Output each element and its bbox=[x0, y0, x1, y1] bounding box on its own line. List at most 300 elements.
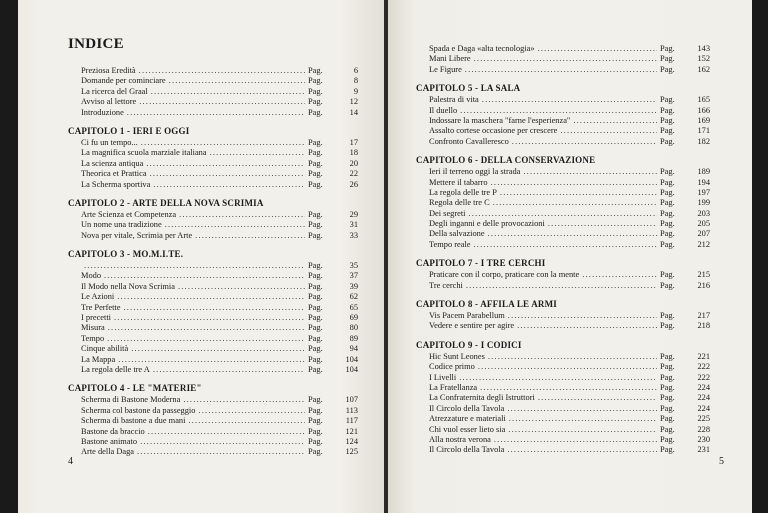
toc-entry-page-number: 18 bbox=[349, 148, 358, 158]
right-page bbox=[388, 0, 752, 513]
toc-entry-title: Confronto Cavalleresco bbox=[429, 136, 509, 146]
dot-leader bbox=[183, 395, 305, 405]
toc-entry-title: Bastone animato bbox=[81, 436, 138, 446]
toc-entry-title: Un nome una tradizione bbox=[81, 220, 162, 230]
dot-leader bbox=[474, 54, 657, 64]
chapter-heading: CAPITOLO 9 - I CODICI bbox=[416, 339, 522, 350]
toc-entry bbox=[68, 427, 358, 437]
toc-entry-page-number: 224 bbox=[697, 403, 710, 413]
toc-entry-page-number: 194 bbox=[697, 177, 710, 187]
toc-entry bbox=[68, 148, 358, 158]
toc-entry-pag-label: Pag. bbox=[308, 148, 323, 158]
toc-entry-title: Codice primo bbox=[429, 362, 475, 372]
toc-entry bbox=[68, 261, 358, 271]
dot-leader bbox=[139, 66, 305, 76]
toc-entry bbox=[68, 365, 358, 375]
chapter-heading: CAPITOLO 5 - LA SALA bbox=[416, 83, 521, 94]
toc-entry bbox=[68, 344, 358, 354]
toc-entry-pag-label: Pag. bbox=[660, 177, 675, 187]
toc-entry-pag-label: Pag. bbox=[660, 105, 675, 115]
dot-leader bbox=[178, 282, 305, 292]
toc-entry-page-number: 231 bbox=[697, 445, 710, 455]
toc-entry bbox=[68, 334, 358, 344]
toc-entry-pag-label: Pag. bbox=[660, 414, 675, 424]
toc-entry-pag-label: Pag. bbox=[308, 169, 323, 179]
toc-entry-pag-label: Pag. bbox=[660, 44, 675, 53]
toc-entry-pag-label: Pag. bbox=[660, 95, 675, 105]
chapter-heading: CAPITOLO 6 - DELLA CONSERVAZIONE bbox=[416, 155, 596, 166]
toc-entry-title: Bastone da braccio bbox=[81, 426, 145, 436]
toc-entry-pag-label: Pag. bbox=[308, 416, 323, 426]
toc-entry-title: Alla nostra verona bbox=[429, 434, 491, 444]
toc-entry-title: I precetti bbox=[81, 313, 111, 323]
dot-leader bbox=[108, 323, 305, 333]
toc-entry-title: Vedere e sentire per agire bbox=[429, 321, 515, 331]
toc-entry bbox=[416, 188, 710, 198]
toc-entry-title: Dei segreti bbox=[429, 208, 466, 218]
toc-entry-page-number: 22 bbox=[349, 169, 358, 179]
toc-entry-title: Indossare la maschera "farne l'esperienza" bbox=[429, 115, 571, 125]
toc-entry-page-number: 217 bbox=[697, 311, 710, 321]
toc-entry bbox=[68, 97, 358, 107]
toc-entry bbox=[416, 198, 710, 208]
toc-entry-title: Theorica et Prattica bbox=[81, 169, 147, 179]
toc-entry bbox=[68, 66, 358, 76]
toc-entry-page-number: 228 bbox=[697, 424, 710, 434]
dot-leader bbox=[210, 148, 305, 158]
toc-entry-pag-label: Pag. bbox=[660, 362, 675, 372]
toc-entry-pag-label: Pag. bbox=[660, 382, 675, 392]
toc-entry-title: Tre cerchi bbox=[429, 280, 463, 290]
toc-entry-page-number: 31 bbox=[349, 220, 358, 230]
toc-entry-pag-label: Pag. bbox=[660, 270, 675, 280]
toc-entry-page-number: 37 bbox=[349, 271, 358, 281]
toc-entry-title: Il Circolo della Tavola bbox=[429, 403, 505, 413]
toc-entry-page-number: 14 bbox=[349, 107, 358, 117]
toc-entry bbox=[416, 65, 710, 75]
dot-leader bbox=[508, 311, 657, 321]
dot-leader bbox=[137, 447, 305, 457]
toc-entry bbox=[416, 311, 710, 321]
toc-entry bbox=[416, 229, 710, 239]
toc-entry bbox=[416, 167, 710, 177]
dot-leader bbox=[465, 65, 657, 75]
toc-entry-pag-label: Pag. bbox=[660, 239, 675, 249]
dot-leader bbox=[560, 126, 657, 136]
toc-entry bbox=[416, 116, 710, 126]
chapter-heading: CAPITOLO 1 - IERI E OGGI bbox=[68, 125, 190, 136]
toc-entry-title: Nova per vitale, Scrimia per Arte bbox=[81, 230, 193, 240]
dot-leader bbox=[148, 427, 305, 437]
toc-entry bbox=[416, 404, 710, 414]
toc-entry bbox=[68, 169, 358, 179]
toc-entry-title: Preziosa Eredità bbox=[81, 66, 136, 75]
toc-entry-pag-label: Pag. bbox=[308, 333, 323, 343]
toc-entry-page-number: 189 bbox=[697, 167, 710, 177]
toc-entry-page-number: 9 bbox=[353, 86, 358, 96]
page-number-right: 5 bbox=[719, 456, 724, 467]
toc-entry-page-number: 69 bbox=[349, 313, 358, 323]
toc-entry-pag-label: Pag. bbox=[660, 403, 675, 413]
dot-leader bbox=[123, 303, 305, 313]
toc-entry-title: Misura bbox=[81, 323, 105, 333]
toc-entry-page-number: 80 bbox=[349, 323, 358, 333]
dot-leader bbox=[153, 365, 305, 375]
toc-entry-pag-label: Pag. bbox=[660, 219, 675, 229]
toc-entry-pag-label: Pag. bbox=[660, 351, 675, 361]
toc-entry-page-number: 35 bbox=[349, 261, 358, 271]
toc-entry-title: Ci fu un tempo... bbox=[81, 137, 138, 147]
toc-entry bbox=[68, 231, 358, 241]
toc-entry bbox=[68, 138, 358, 148]
dot-leader bbox=[107, 334, 305, 344]
toc-entry-page-number: 29 bbox=[349, 209, 358, 219]
toc-entry-title: Scherma col bastone da passeggio bbox=[81, 405, 196, 415]
toc-entry-page-number: 8 bbox=[353, 76, 358, 86]
toc-entry bbox=[416, 321, 710, 331]
toc-entry bbox=[416, 425, 710, 435]
toc-entry-pag-label: Pag. bbox=[308, 76, 323, 86]
toc-entry-page-number: 143 bbox=[697, 44, 710, 53]
dot-leader bbox=[548, 219, 657, 229]
toc-entry-page-number: 17 bbox=[349, 137, 358, 147]
toc-entry-page-number: 221 bbox=[697, 351, 710, 361]
dot-leader bbox=[507, 404, 657, 414]
toc-entry bbox=[416, 383, 710, 393]
toc-entry-title: Le Figure bbox=[429, 64, 462, 74]
toc-entry-title: La magnifica scuola marziale italiana bbox=[81, 148, 207, 158]
dot-leader bbox=[469, 209, 657, 219]
toc-entry-title: Il Modo nella Nova Scrimia bbox=[81, 281, 175, 291]
toc-entry-pag-label: Pag. bbox=[660, 372, 675, 382]
toc-entry-title: Il duello bbox=[429, 105, 458, 115]
toc-entry-page-number: 162 bbox=[697, 64, 710, 74]
toc-entry-page-number: 224 bbox=[697, 382, 710, 392]
toc-entry-title: La Confraternita degli Istruttori bbox=[429, 393, 535, 403]
toc-entry-page-number: 197 bbox=[697, 187, 710, 197]
toc-entry-page-number: 152 bbox=[697, 54, 710, 64]
toc-entry-pag-label: Pag. bbox=[308, 66, 323, 75]
right-toc-column bbox=[416, 44, 710, 456]
toc-entry bbox=[68, 282, 358, 292]
toc-entry-title: Mettere il tabarro bbox=[429, 177, 488, 187]
toc-entry-title: La regola delle tre A bbox=[81, 364, 150, 374]
toc-entry bbox=[68, 416, 358, 426]
chapter-heading: CAPITOLO 2 - ARTE DELLA NOVA SCRIMIA bbox=[68, 197, 264, 208]
toc-entry-title: Tre Perfette bbox=[81, 302, 121, 312]
toc-entry-pag-label: Pag. bbox=[308, 281, 323, 291]
toc-entry-pag-label: Pag. bbox=[308, 209, 323, 219]
toc-entry-page-number: 121 bbox=[345, 426, 358, 436]
dot-leader bbox=[538, 393, 657, 403]
toc-entry-title: Le Azioni bbox=[81, 292, 115, 302]
toc-entry-pag-label: Pag. bbox=[660, 167, 675, 177]
toc-entry-title: Praticare con il corpo, praticare con la mente bbox=[429, 270, 580, 280]
toc-entry-pag-label: Pag. bbox=[308, 302, 323, 312]
toc-entry-pag-label: Pag. bbox=[308, 436, 323, 446]
dot-leader bbox=[500, 188, 657, 198]
toc-entry-page-number: 89 bbox=[349, 333, 358, 343]
toc-entry-page-number: 104 bbox=[345, 364, 358, 374]
toc-entry-title: Modo bbox=[81, 271, 102, 281]
chapter-heading: CAPITOLO 3 - MO.M.I.TE. bbox=[68, 249, 184, 260]
toc-entry bbox=[416, 414, 710, 424]
dot-leader bbox=[141, 138, 305, 148]
toc-entry-page-number: 222 bbox=[697, 372, 710, 382]
toc-entry bbox=[68, 355, 358, 365]
dot-leader bbox=[84, 261, 305, 271]
dot-leader bbox=[523, 167, 657, 177]
dot-leader bbox=[127, 108, 305, 118]
dot-leader bbox=[478, 362, 657, 372]
toc-entry bbox=[416, 393, 710, 403]
dot-leader bbox=[153, 180, 305, 190]
toc-entry-pag-label: Pag. bbox=[308, 179, 323, 189]
toc-entry-pag-label: Pag. bbox=[660, 115, 675, 125]
toc-entry-page-number: 224 bbox=[697, 393, 710, 403]
toc-entry-pag-label: Pag. bbox=[308, 230, 323, 240]
toc-entry-page-number: 218 bbox=[697, 321, 710, 331]
toc-entry-page-number: 12 bbox=[349, 97, 358, 107]
toc-entry-pag-label: Pag. bbox=[660, 198, 675, 208]
toc-entry bbox=[416, 240, 710, 250]
toc-entry-page-number: 207 bbox=[697, 229, 710, 239]
toc-entry-title: Palestra di vita bbox=[429, 95, 479, 105]
dot-leader bbox=[198, 406, 305, 416]
chapter-heading: CAPITOLO 4 - LE "MATERIE" bbox=[68, 383, 202, 394]
toc-entry-page-number: 169 bbox=[697, 115, 710, 125]
toc-entry-page-number: 62 bbox=[349, 292, 358, 302]
toc-entry-pag-label: Pag. bbox=[660, 311, 675, 321]
toc-entry-title: La Mappa bbox=[81, 354, 116, 364]
toc-entry bbox=[416, 219, 710, 229]
toc-entry-pag-label: Pag. bbox=[660, 64, 675, 74]
toc-entry-pag-label: Pag. bbox=[660, 187, 675, 197]
left-toc-column bbox=[68, 66, 358, 458]
toc-entry-pag-label: Pag. bbox=[660, 54, 675, 64]
toc-entry-page-number: 26 bbox=[349, 179, 358, 189]
toc-entry-title: Assalto cortese occasione per crescere bbox=[429, 126, 558, 136]
toc-entry-page-number: 104 bbox=[345, 354, 358, 364]
toc-entry-pag-label: Pag. bbox=[308, 158, 323, 168]
dot-leader bbox=[146, 159, 305, 169]
chapter-heading: CAPITOLO 7 - I TRE CERCHI bbox=[416, 258, 546, 269]
toc-entry-page-number: 216 bbox=[697, 280, 710, 290]
toc-entry bbox=[68, 159, 358, 169]
toc-entry bbox=[416, 137, 710, 147]
toc-entry bbox=[416, 178, 710, 188]
toc-entry bbox=[416, 54, 710, 64]
dot-leader bbox=[480, 383, 657, 393]
toc-entry bbox=[68, 447, 358, 457]
toc-entry-title: Tempo bbox=[81, 333, 105, 343]
dot-leader bbox=[466, 281, 657, 291]
toc-entry bbox=[416, 435, 710, 445]
toc-entry-title: Avviso al lettore bbox=[81, 97, 137, 107]
toc-entry-pag-label: Pag. bbox=[308, 292, 323, 302]
toc-entry-pag-label: Pag. bbox=[308, 97, 323, 107]
toc-entry-pag-label: Pag. bbox=[308, 426, 323, 436]
toc-entry-title: I Livelli bbox=[429, 372, 457, 382]
toc-entry-title: Spada e Daga «alta tecnologia» bbox=[429, 44, 535, 53]
toc-entry bbox=[68, 303, 358, 313]
toc-entry bbox=[68, 292, 358, 302]
toc-entry-title: Il Circolo della Tavola bbox=[429, 445, 505, 455]
dot-leader bbox=[114, 313, 305, 323]
toc-entry-pag-label: Pag. bbox=[308, 107, 323, 117]
dot-leader bbox=[118, 355, 305, 365]
toc-entry-title: Domande per cominciare bbox=[81, 76, 166, 86]
toc-entry-title: Arte della Daga bbox=[81, 447, 135, 457]
toc-entry-page-number: 6 bbox=[353, 66, 358, 75]
toc-entry bbox=[416, 270, 710, 280]
toc-entry-title: La ricerca del Graal bbox=[81, 86, 148, 96]
toc-entry-title: Mani Libere bbox=[429, 54, 471, 64]
dot-leader bbox=[582, 270, 657, 280]
dot-leader bbox=[474, 240, 658, 250]
dot-leader bbox=[512, 137, 657, 147]
toc-entry-pag-label: Pag. bbox=[308, 405, 323, 415]
toc-entry bbox=[68, 220, 358, 230]
toc-entry-pag-label: Pag. bbox=[660, 126, 675, 136]
toc-entry bbox=[68, 210, 358, 220]
toc-entry-page-number: 33 bbox=[349, 230, 358, 240]
toc-entry bbox=[416, 362, 710, 372]
dot-leader bbox=[493, 198, 657, 208]
toc-entry bbox=[68, 76, 358, 86]
toc-entry-pag-label: Pag. bbox=[660, 445, 675, 455]
toc-entry-title: Vis Pacem Parabellum bbox=[429, 311, 505, 321]
dot-leader bbox=[179, 210, 305, 220]
page-number-left: 4 bbox=[68, 456, 73, 467]
dot-leader bbox=[151, 87, 305, 97]
left-page bbox=[18, 0, 384, 513]
toc-entry-pag-label: Pag. bbox=[660, 208, 675, 218]
toc-entry-title: La regola delle tre P bbox=[429, 187, 497, 197]
toc-entry-page-number: 39 bbox=[349, 281, 358, 291]
toc-entry-title: La Scherma sportiva bbox=[81, 179, 151, 189]
toc-entry-pag-label: Pag. bbox=[308, 354, 323, 364]
toc-entry-page-number: 113 bbox=[345, 405, 358, 415]
toc-entry bbox=[416, 95, 710, 105]
toc-entry-pag-label: Pag. bbox=[308, 364, 323, 374]
toc-entry-page-number: 182 bbox=[697, 136, 710, 146]
dot-leader bbox=[517, 321, 657, 331]
toc-entry-page-number: 65 bbox=[349, 302, 358, 312]
toc-entry bbox=[68, 323, 358, 333]
dot-leader bbox=[573, 116, 657, 126]
toc-entry-pag-label: Pag. bbox=[308, 271, 323, 281]
toc-entry-pag-label: Pag. bbox=[308, 447, 323, 457]
toc-entry-title: Scherma di bastone a due mani bbox=[81, 416, 186, 426]
dot-leader bbox=[507, 445, 657, 455]
toc-entry-page-number: 124 bbox=[345, 436, 358, 446]
toc-entry-pag-label: Pag. bbox=[308, 86, 323, 96]
dot-leader bbox=[165, 220, 305, 230]
dot-leader bbox=[488, 229, 657, 239]
toc-entry bbox=[68, 271, 358, 281]
toc-entry bbox=[68, 437, 358, 447]
toc-entry bbox=[68, 395, 358, 405]
dot-leader bbox=[150, 169, 305, 179]
dot-leader bbox=[491, 178, 657, 188]
toc-entry-pag-label: Pag. bbox=[308, 323, 323, 333]
index-title: INDICE bbox=[68, 36, 124, 52]
toc-entry-page-number: 165 bbox=[697, 95, 710, 105]
dot-leader bbox=[188, 416, 305, 426]
toc-entry-pag-label: Pag. bbox=[308, 313, 323, 323]
toc-entry-page-number: 212 bbox=[697, 239, 710, 249]
dot-leader bbox=[117, 292, 305, 302]
toc-entry bbox=[68, 180, 358, 190]
toc-entry-pag-label: Pag. bbox=[308, 220, 323, 230]
toc-entry-page-number: 166 bbox=[697, 105, 710, 115]
toc-entry-pag-label: Pag. bbox=[308, 261, 323, 271]
toc-entry-title: Cinque abilità bbox=[81, 344, 129, 354]
toc-entry-pag-label: Pag. bbox=[660, 280, 675, 290]
dot-leader bbox=[494, 435, 657, 445]
toc-entry bbox=[416, 281, 710, 291]
dot-leader bbox=[169, 76, 305, 86]
toc-entry-pag-label: Pag. bbox=[660, 424, 675, 434]
chapter-heading: CAPITOLO 8 - AFFILA LE ARMI bbox=[416, 299, 558, 310]
toc-entry bbox=[68, 406, 358, 416]
toc-entry-title: Hic Sunt Leones bbox=[429, 351, 485, 361]
toc-entry-pag-label: Pag. bbox=[660, 434, 675, 444]
toc-entry-pag-label: Pag. bbox=[308, 137, 323, 147]
dot-leader bbox=[509, 414, 657, 424]
toc-entry-pag-label: Pag. bbox=[660, 393, 675, 403]
toc-entry-pag-label: Pag. bbox=[308, 344, 323, 354]
toc-entry-title: Arte Scienza et Competenza bbox=[81, 209, 177, 219]
toc-entry-title: Ieri il terreno oggi la strada bbox=[429, 167, 521, 177]
toc-entry-page-number: 222 bbox=[697, 362, 710, 372]
dot-leader bbox=[482, 95, 657, 105]
toc-entry-page-number: 94 bbox=[349, 344, 358, 354]
toc-entry-page-number: 117 bbox=[345, 416, 358, 426]
toc-entry-page-number: 225 bbox=[697, 414, 710, 424]
dot-leader bbox=[508, 425, 657, 435]
toc-entry-page-number: 203 bbox=[697, 208, 710, 218]
toc-entry-pag-label: Pag. bbox=[308, 395, 323, 405]
toc-entry-page-number: 20 bbox=[349, 158, 358, 168]
toc-entry-pag-label: Pag. bbox=[660, 321, 675, 331]
toc-entry bbox=[68, 87, 358, 97]
dot-leader bbox=[459, 373, 657, 383]
toc-entry bbox=[416, 209, 710, 219]
toc-entry-page-number: 199 bbox=[697, 198, 710, 208]
toc-entry bbox=[416, 445, 710, 455]
toc-entry-title: La Fratellanza bbox=[429, 382, 478, 392]
toc-entry-page-number: 230 bbox=[697, 434, 710, 444]
toc-entry-title: La scienza antiqua bbox=[81, 158, 144, 168]
dot-leader bbox=[195, 231, 305, 241]
toc-entry bbox=[68, 313, 358, 323]
dot-leader bbox=[140, 437, 305, 447]
toc-entry-page-number: 205 bbox=[697, 219, 710, 229]
toc-entry-title: Degli inganni e delle provocazioni bbox=[429, 219, 545, 229]
toc-entry-page-number: 107 bbox=[345, 395, 358, 405]
toc-entry-title: Della salvazione bbox=[429, 229, 485, 239]
toc-entry bbox=[416, 44, 710, 54]
toc-entry-title: Regola delle tre C bbox=[429, 198, 490, 208]
toc-entry bbox=[68, 108, 358, 118]
toc-entry-page-number: 215 bbox=[697, 270, 710, 280]
toc-entry-page-number: 125 bbox=[345, 447, 358, 457]
toc-entry-title: Atrezzature e materiali bbox=[429, 414, 506, 424]
dot-leader bbox=[131, 344, 305, 354]
dot-leader bbox=[460, 106, 657, 116]
